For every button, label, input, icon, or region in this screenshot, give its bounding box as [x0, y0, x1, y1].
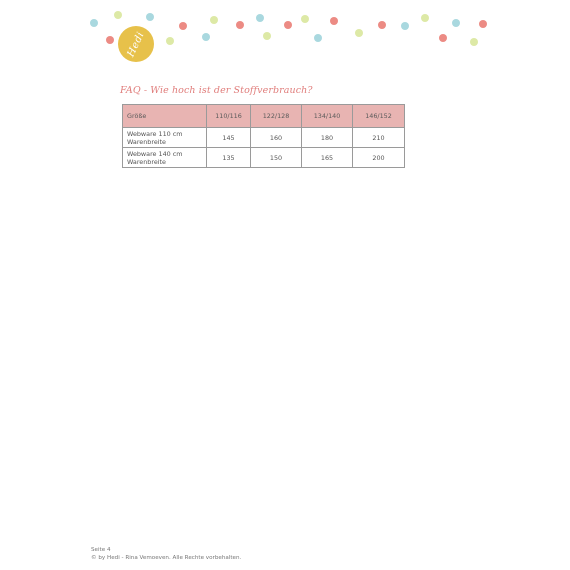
confetti-dot	[355, 29, 363, 37]
table-cell: 165	[302, 148, 353, 168]
column-header: 110/116	[207, 105, 251, 128]
brand-logo	[118, 26, 154, 62]
confetti-dot	[378, 21, 386, 29]
confetti-dot	[301, 15, 309, 23]
confetti-dot	[210, 16, 218, 24]
confetti-dot	[479, 20, 487, 28]
confetti-dot	[256, 14, 264, 22]
table-cell: 135	[207, 148, 251, 168]
column-header: 122/128	[251, 105, 302, 128]
fabric-consumption-table	[122, 104, 405, 168]
table-row	[123, 128, 405, 148]
confetti-dot	[179, 22, 187, 30]
table-cell: 160	[251, 128, 302, 148]
page-number: Seite 4	[91, 547, 111, 553]
column-header: 146/152	[353, 105, 405, 128]
confetti-dot	[166, 37, 174, 45]
column-header-size: Größe	[123, 105, 207, 128]
confetti-dot	[263, 32, 271, 40]
table-cell: 180	[302, 128, 353, 148]
confetti-dot	[314, 34, 322, 42]
confetti-dot	[284, 21, 292, 29]
logo-lettering: Hedi	[125, 29, 147, 59]
confetti-dot	[330, 17, 338, 25]
column-header: 134/140	[302, 105, 353, 128]
confetti-dot	[114, 11, 122, 19]
confetti-dot	[439, 34, 447, 42]
confetti-dot	[146, 13, 154, 21]
row-label: Webware 110 cm Warenbreite	[123, 128, 207, 148]
copyright-notice: © by Hedi - Rina Vemoeven. Alle Rechte vorbehalten.	[91, 555, 242, 561]
row-label: Webware 140 cm Warenbreite	[123, 148, 207, 168]
confetti-dot	[202, 33, 210, 41]
table-row	[123, 148, 405, 168]
table-cell: 150	[251, 148, 302, 168]
table-cell: 210	[353, 128, 405, 148]
confetti-dot	[452, 19, 460, 27]
table-cell: 145	[207, 128, 251, 148]
confetti-decoration	[0, 0, 570, 60]
table-header-row	[123, 105, 405, 128]
table-cell: 200	[353, 148, 405, 168]
confetti-dot	[106, 36, 114, 44]
confetti-dot	[421, 14, 429, 22]
confetti-dot	[236, 21, 244, 29]
confetti-dot	[90, 19, 98, 27]
faq-heading: FAQ - Wie hoch ist der Stoffverbrauch?	[120, 85, 313, 96]
confetti-dot	[401, 22, 409, 30]
page-footer	[91, 546, 241, 562]
confetti-dot	[470, 38, 478, 46]
